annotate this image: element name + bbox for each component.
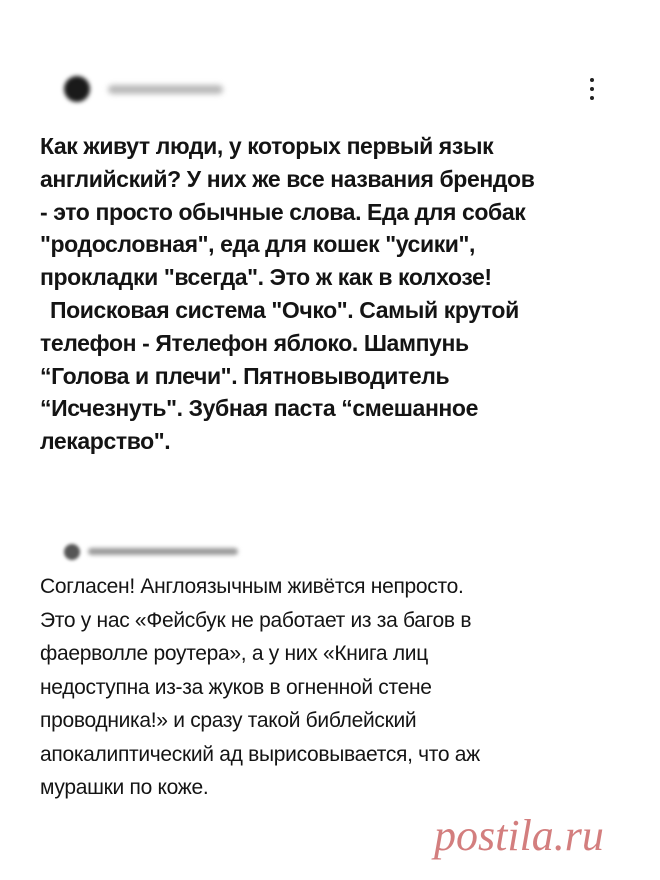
more-vertical-icon	[590, 78, 594, 82]
post-line: прокладки "всегда". Это ж как в колхозе!	[40, 264, 492, 291]
comment-avatar[interactable]	[64, 544, 80, 560]
comment-line: Это у нас «Фейсбук не работает из за багов в	[40, 608, 472, 632]
post-line: “Исчезнуть". Зубная паста “смешанное	[40, 395, 478, 422]
comment-text	[40, 570, 630, 805]
post-text	[40, 130, 625, 458]
avatar[interactable]	[64, 76, 90, 102]
comment-line: апокалиптический ад вырисовывается, что аж	[40, 742, 480, 766]
comment-header	[64, 544, 284, 564]
post-header	[0, 0, 660, 120]
watermark: postila.ru	[434, 811, 604, 860]
post-line: лекарство".	[40, 428, 171, 455]
post-line: Поисковая система "Очко". Самый крутой	[50, 296, 519, 323]
comment-line: мурашки по коже.	[40, 776, 209, 799]
post-line: “Голова и плечи". Пятновыводитель	[40, 362, 450, 389]
post-line: "родословная", еда для кошек "усики",	[40, 231, 476, 258]
post-line: английский? У них же все названия брендов	[40, 165, 535, 192]
more-options-button[interactable]	[582, 72, 602, 106]
comment-line: Согласен! Англоязычным живётся непросто.	[40, 575, 464, 598]
comment-line: фаерволле роутера», а у них «Книга лиц	[40, 642, 428, 665]
username-blurred[interactable]	[108, 85, 223, 94]
post-line: Как живут люди, у которых первый язык	[40, 133, 494, 159]
comment-author-blurred[interactable]	[88, 548, 238, 555]
comment-line: проводника!» и сразу такой библейский	[40, 709, 417, 732]
post-line: телефон - Ятелефон яблоко. Шампунь	[40, 329, 469, 356]
post-line: - это просто обычные слова. Еда для собак	[40, 198, 526, 225]
comment-line: недоступна из-за жуков в огненной стене	[40, 675, 432, 699]
